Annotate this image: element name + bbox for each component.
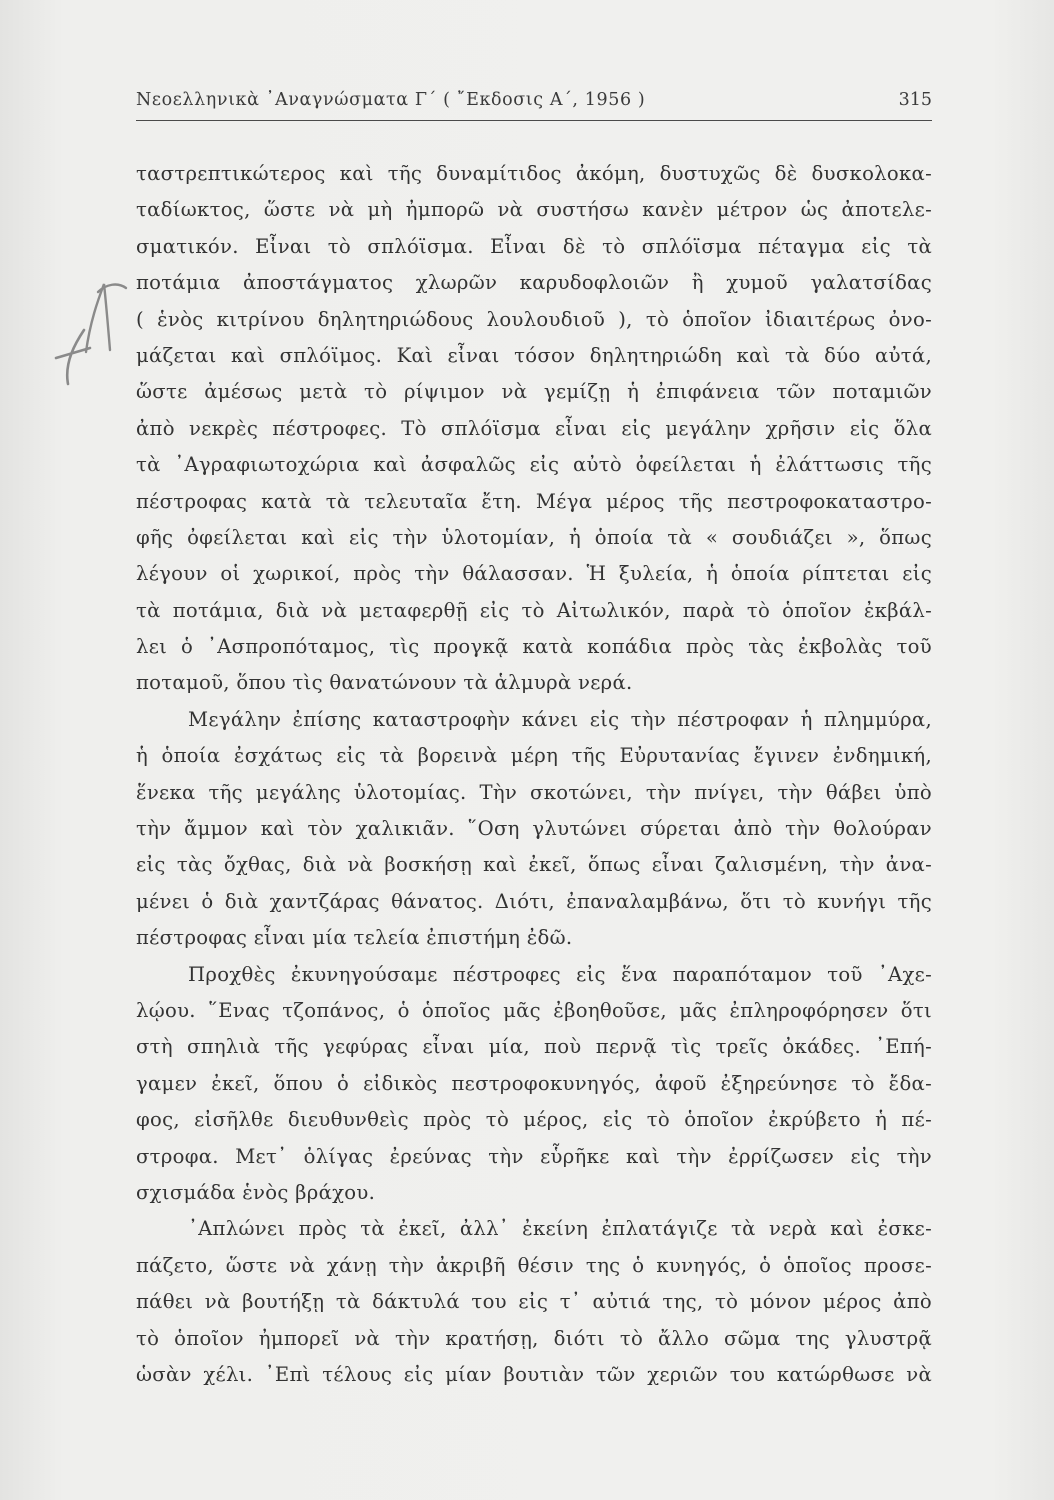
text-line: σματικόν. Εἶναι τὸ σπλόϊσμα. Εἶναι δὲ τὸ σπλόϊσμα πέταγμα εἰς τὰ [136,234,932,258]
text-line: ᾿Απλώνει πρὸς τὰ ἐκεῖ, ἀλλ᾿ ἐκείνη ἐπλατάγιζε τὰ νερὰ καὶ ἐσκε- [188,1217,932,1241]
text-line: ποτάμια ἀποστάγματος χλωρῶν καρυδοφλοιῶν ἢ χυμοῦ γαλατσίδας [136,271,932,295]
body-text [136,156,932,1393]
text-line: φος, εἰσῆλθε διευθυνθεὶς πρὸς τὸ μέρος, εἰς τὸ ὁποῖον ἐκρύβετο ἡ πέ- [136,1108,932,1132]
text-line: μένει ὁ διὰ χαντζάρας θάνατος. Διότι, ἐπαναλαμβάνω, ὅτι τὸ κυνήγι τῆς [136,889,932,913]
text-line: τὴν ἄμμον καὶ τὸν χαλικιᾶν. ῞Οση γλυτώνει σύρεται ἀπὸ τὴν θολούραν [136,817,932,841]
text-line: σχισμάδα ἑνὸς βράχου. [136,1180,376,1204]
text-line: γαμεν ἐκεῖ, ὅπου ὁ εἰδικὸς πεστροφοκυνηγός, ἀφοῦ ἐξηρεύνησε τὸ ἔδα- [136,1071,932,1095]
text-line: στροφα. Μετ᾿ ὀλίγας ἐρεύνας τὴν εὗρῆκε καὶ τὴν ἐρρίζωσεν εἰς τὴν [136,1144,932,1168]
text-line: ἕνεκα τῆς μεγάλης ὑλοτομίας. Τὴν σκοτώνει, τὴν πνίγει, τὴν θάβει ὑπὸ [136,780,932,804]
text-line: ( ἑνὸς κιτρίνου δηλητηριώδους λουλουδιοῦ ), τὸ ὁποῖον ἰδιαιτέρως ὀνο- [136,307,932,331]
running-header [136,86,932,121]
header-title: Νεοελληνικὰ ᾿Αναγνώσματα Γ΄ ( ῎Εκδοσις Α΄, 1956 ) [136,90,646,110]
text-line: μάζεται καὶ σπλόϊμος. Καὶ εἶναι τόσον δηλητηριώδη καὶ τὰ δύο αὐτά, [136,343,932,367]
text-line: ἡ ὁποία ἐσχάτως εἰς τὰ βορεινὰ μέρη τῆς Εὐρυτανίας ἔγινεν ἐνδημική, [136,744,932,768]
text-line: ταστρεπτικώτερος καὶ τῆς δυναμίτιδος ἀκόμη, δυστυχῶς δὲ δυσκολοκα- [136,162,932,185]
text-line: τὸ ὁποῖον ἠμπορεῖ νὰ τὴν κρατήσῃ, διότι τὸ ἄλλο σῶμα της γλυστρᾷ [136,1326,932,1350]
text-line: λέγουν οἱ χωρικοί, πρὸς τὴν θάλασσαν. Ἡ ξυλεία, ἡ ὁποία ρίπτεται εἰς [136,562,932,586]
text-line: τὰ ᾿Αγραφιωτοχώρια καὶ ἀσφαλῶς εἰς αὐτὸ ὀφείλεται ἡ ἐλάττωσις τῆς [136,453,932,477]
text-line: πάζετο, ὥστε νὰ χάνῃ τὴν ἀκριβῆ θέσιν της ὁ κυνηγός, ὁ ὁποῖος προσε- [136,1253,932,1277]
text-line: ὥστε ἀμέσως μετὰ τὸ ρίψιμον νὰ γεμίζῃ ἡ ἐπιφάνεια τῶν ποταμιῶν [136,380,932,404]
text-line: τὰ ποτάμια, διὰ νὰ μεταφερθῇ εἰς τὸ Αἰτωλικόν, παρὰ τὸ ὁποῖον ἐκβάλ- [136,598,932,622]
page-number: 315 [898,90,932,110]
text-line: ὡσὰν χέλι. ᾿Επὶ τέλους εἰς μίαν βουτιὰν τῶν χεριῶν του κατώρθωσε νὰ [136,1362,932,1386]
text-line: ταδίωκτος, ὥστε νὰ μὴ ἠμπορῶ νὰ συστήσω κανὲν μέτρον ὡς ἀποτελε- [136,198,932,222]
text-line: φῆς ὀφείλεται καὶ εἰς τὴν ὑλοτομίαν, ἡ ὁποία τὰ « σουδιάζει », ὅπως [136,525,932,549]
text-line: πέστροφας εἶναι μία τελεία ἐπιστήμη ἐδῶ. [136,926,573,950]
text-line: Μεγάλην ἐπίσης καταστροφὴν κάνει εἰς τὴν πέστροφαν ἡ πλημμύρα, [188,707,932,731]
text-line: πέστροφας κατὰ τὰ τελευταῖα ἔτη. Μέγα μέρος τῆς πεστροφοκαταστρο- [136,489,932,513]
text-line: λῴου. ῞Ενας τζοπάνος, ὁ ὁποῖος μᾶς ἐβοηθοῦσε, μᾶς ἐπληροφόρησεν ὅτι [136,998,932,1022]
text-line: πάθει νὰ βουτήξῃ τὰ δάκτυλά του εἰς τ᾿ αὐτιά της, τὸ μόνον μέρος ἀπὸ [136,1290,932,1314]
text-line: ποταμοῦ, ὅπου τὶς θανατώνουν τὰ ἁλμυρὰ νερά. [136,671,633,695]
text-line: στὴ σπηλιὰ τῆς γεφύρας εἶναι μία, ποὺ περνᾷ τὶς τρεῖς ὀκάδες. ᾿Επή- [136,1035,932,1059]
text-line: Προχθὲς ἐκυνηγούσαμε πέστροφες εἰς ἕνα παραπόταμον τοῦ ᾿Αχε- [188,962,932,986]
handwritten-annotation [46,262,136,392]
text-line: εἰς τὰς ὄχθας, διὰ νὰ βοσκήσῃ καὶ ἐκεῖ, ὅπως εἶναι ζαλισμένη, τὴν ἀνα- [136,853,932,877]
text-line: ἀπὸ νεκρὲς πέστροφες. Τὸ σπλόϊσμα εἶναι εἰς μεγάλην χρῆσιν εἰς ὅλα [136,416,932,440]
text-line: λει ὁ ᾿Ασπροπόταμος, τὶς προγκᾷ κατὰ κοπάδια πρὸς τὰς ἐκβολὰς τοῦ [136,635,932,659]
